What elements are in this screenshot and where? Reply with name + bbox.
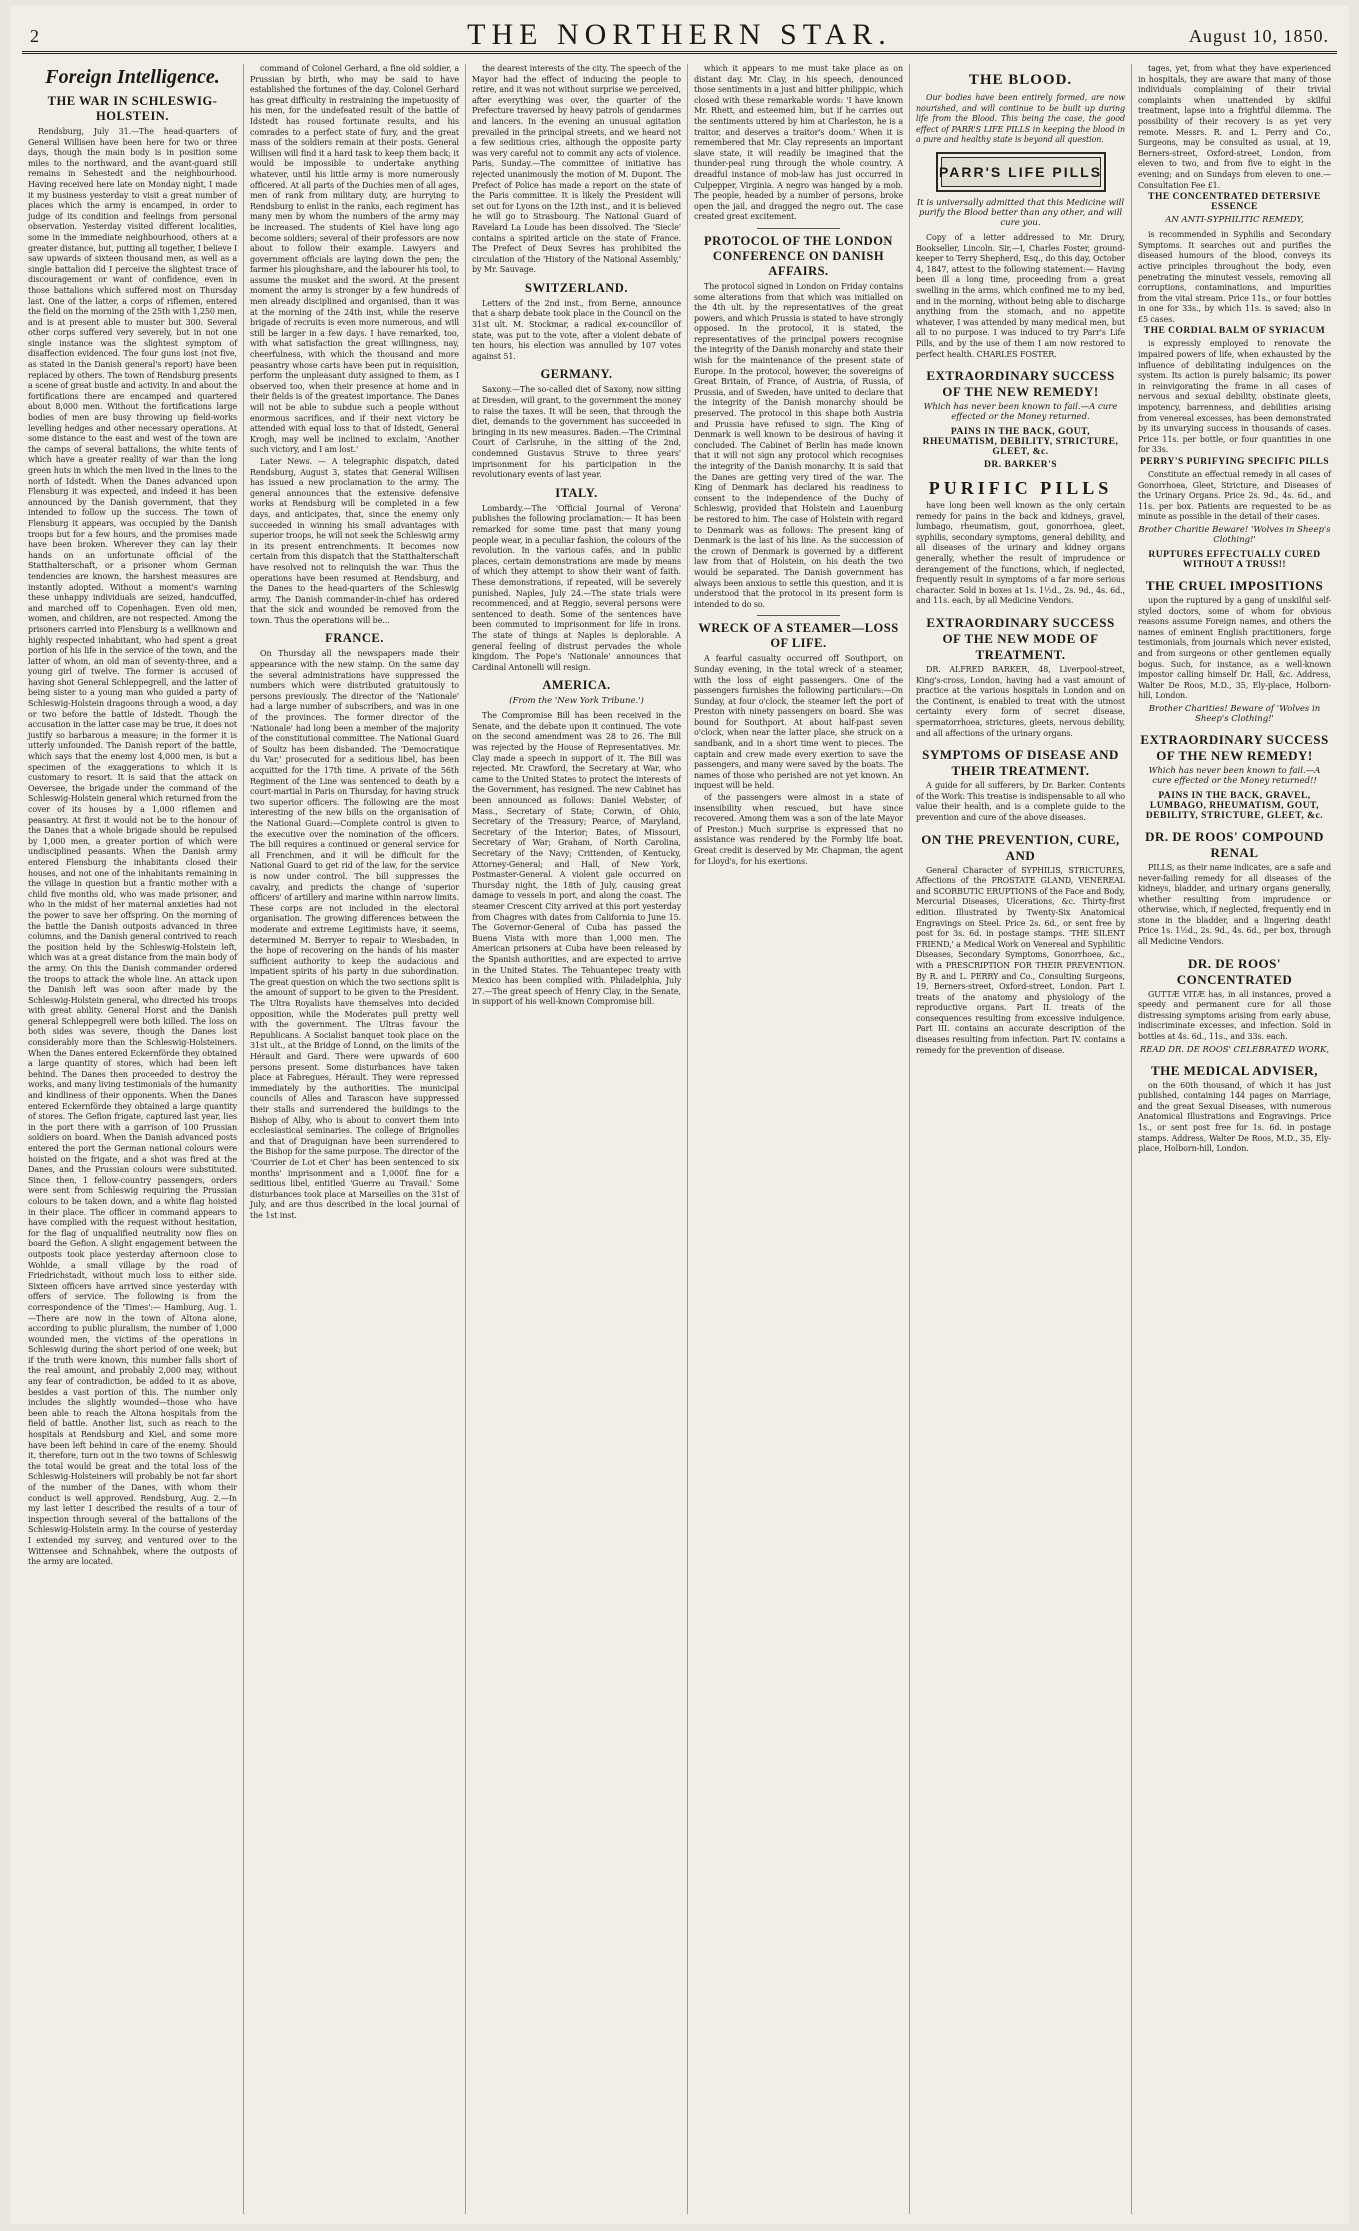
protocol-heading: PROTOCOL OF THE LONDON CONFERENCE ON DANISH AFFAIRS. [704, 233, 893, 278]
italy-heading: ITALY. [555, 485, 598, 500]
switzerland-body [472, 299, 681, 363]
cruel-heading: THE CRUEL IMPOSITIONS [1145, 577, 1324, 593]
wreck-heading: WRECK OF A STEAMER—LOSS OF LIFE. [698, 621, 899, 651]
pains-line: PAINS IN THE BACK, GOUT, RHEUMATISM, DEBILITY, STRICTURE, GLEET, &c. [922, 427, 1119, 458]
blood-heading: THE BLOOD. [968, 72, 1073, 88]
article-paragraph: Our bodies have been entirely formed, are now nourished, and will continue to be built up during life from the Blood. This being the case, the good effect of PARR'S LIFE PILLS in keeping the blood in a pure and healthy state is beyond all question. [916, 93, 1125, 145]
article-paragraph: The Compromise Bill has been received in the Senate, and the debate upon it continued. The vote on the second amendment was 28 to 26. The Bill was rejected by the House of Representatives. Mr. Clay made a speech in support of it. The Bill was rejected. Mr. Crawford, the Secretary at War, who came to the United States to protect the interests of the Government, has resigned. The new Cabinet has been announced as follows: Daniel Webster, of Mass., Secretary of State; Corwin, of Ohio, Secretary of the Treasury; Pearce, of Maryland, Secretary of the Interior; Bates, of Missouri, Secretary of War; Graham, of North Carolina, Secretary of the Navy; Crittenden, of Kentucky, Attorney-General; and Hall, of New York, Postmaster-General. A violent gale occurred on Thursday night, the 18th of July, causing great damage to vessels in port, and along the coast. The steamer Crescent City arrived at this port yesterday from Chagres with dates from California to June 15. The Governor-General of Cuba has passed the Buena Vista with more than 1,000 men. The American prisoners at Cuba have been released by the Spanish authorities, and are expected to arrive in the United States. The Tehuantepec treaty with Mexico has been complied with. Philadelphia, July 27.—The great speech of Henry Clay, in the Senate, in support of his well-known Compromise bill. [472, 711, 681, 1007]
warning-line: Brother Charitie Beware! 'Wolves in Sheep's Clothing!' [1138, 524, 1331, 545]
america-source: (From the 'New York Tribune.') [509, 696, 644, 707]
essence-heading: THE CONCENTRATED DETERSIVE ESSENCE [1148, 192, 1321, 213]
germany-body [472, 385, 681, 480]
prevention-body [916, 866, 1125, 1057]
article-paragraph: which it appears to me must take place as on distant day. Mr. Clay, in his speech, denounced those sentiments in a just and bitter philippic, which closed with these remarkable words: 'I have known Mr. Rhett, and esteemed him, but if he carries out the sentiments uttered by him at Charleston, he is a traitor, and deserves a traitor's doom.' When it is remembered that Mr. Clay represents an important slave state, it will readily be imagined that the thunder-peal rung through the whole country. A dreadful instance of mob-law has just occurred in Culpepper, Virginia. A negro was hanged by a mob. The people, headed by a number of persons, broke open the jail, and dragged the negro out. The case created great excitement. [694, 64, 903, 222]
extraordinary-heading: EXTRAORDINARY SUCCESS OF THE NEW REMEDY! [1140, 731, 1329, 763]
article-paragraph: Saxony.—The so-called diet of Saxony, now sitting at Dresden, will grant, to the government the money to raise the taxes. It will be seen, that through the diet, demands to the government has succeeded in bringing in its new measures. Baden.—The Criminal Court of Carlsruhe, in the sitting of the 2nd, condemned Gustavus Struve to three years' imprisonment for his participation in the revolutionary events of last year. [472, 385, 681, 480]
article-paragraph: upon the ruptured by a gang of unskilful self-styled doctors, some of whom for obvious reasons assume Foreign names, and others the names of eminent English practitioners, forge testimonials, from journals which never existed, and from surgeons or other gentlemen equally bogus. Such, for instance, as a well-known impostor calling himself Dr. Hall, &c. Address, Walter De Roos, M.D., 35, Ely-place, Holborn-hill, London. [1138, 595, 1331, 701]
extraordinary-subheading: Which has never been known to fail.—A cure effected or the Money returned. [923, 402, 1118, 423]
article-paragraph: A fearful casualty occurred off Southport, on Sunday evening, in the total wreck of a steamer, with the loss of eight passengers. One of the passengers furnishes the following particulars:—On Sunday, at four o'clock, the steamer left the port of Preston with ninety passengers on board. She was bound for Southport. At about half-past seven o'clock, when near the latter place, she struck on a sandbank, and in a short time went to pieces. The captain and crew made every exertion to save the passengers, and many were saved by the boats. The names of those who perished are not yet known. An inquest will be held. [694, 654, 903, 791]
article-paragraph: Rendsburg, July 31.—The head-quarters of General Willisen have been here for two or three days, though the main body is in position some miles to the northward, and the avant-guard still remains in Sehestedt and the neighbourhood. Having received here late on Monday night, I made it my business yesterday to visit a great number of places which the army is encamped, in order to judge of its condition and feelings from personal observation. Yesterday visited different localities, some in the immediate neighbourhood, others at a greater distance, but, putting all together, I believe I saw upwards of sixteen thousand men, as well as a single battalion did I perceive the slightest trace of discouragement or want of confidence, even in those battalions which suffered most on Thursday last. One of the latter, a corps of riflemen, entered the field on the morning of the 25th with 1,250 men, and is at present able to muster but 300. Several other corps suffered very severely, but in not one single instance was the slightest symptom of disaffection evidenced. The four guns lost (not five, as stated in the Danish general's report) have been replaced by others. The town of Rendsburg presents a scene of great bustle and activity. In and about the fortifications there are encamped and quartered about 8,000 men. Without the fortifications large bodies of men are busy throwing up field-works levelling hedges and other necessary operations. At some distance to the east and west of the town are the camps of several battalions, the white tents of which have a greater reality of war than the long green huts in which the men lived in the lines to the north of Idstedt. When the Danes advanced upon Flensburg it was expected, and indeed it has been announced by the Danish government, that they intended to follow up the success. The town of Flensburg it appears, was occupied by the Danish troops but for a few hours, and the promises made have been broken. Wherever they can lay their hands on an unfortunate official of the Statthalterschaft, or a prisoner whom German tendencies are known, the harshest measures are instantly adopted. Without a moment's warning these unhappy individuals are seized, handcuffed, and marched off to Copenhagen. Even old men, women, and children, are not respected. Among the prisoners carried into Flensburg is a wellknown and highly respected inhabitant, who had spent a great portion of his life in the service of the town, and the latter of whom, an old man of seventy-three, and a young girl of twelve. The former is accused of having shot General Schleppegrell, and the latter of being sister to a young man who guided a party of Schleswig-Holstein dragoons through a wood, a day or two before the battle of Idstedt. Though the accusation in the latter case may be true, it does not justify so barbarous a measure; in the former it is utterly unfounded. The Danish report of the battle, which says that the enemy lost 4,000 men, is but a specimen of the exaggerations to which it is customary to resort. It is said that the attack on Oeversee, the brigade under the command of the Schleswig-Holstein general which returned from the cover of its houses by a 1,000 riflemen and peasantry. At first it would not be to the honour of the Danes that a whole brigade should be repulsed by 1,000 men, a greater portion of which were undisciplined peasants. When the Danish army entered Flensburg the inhabitants closed their houses, and not one of the inhabitants remaining in the village in question but a frantic mother with a child five months old, who was made prisoner, and who in the midst of her maternal anxieties had not the power to save her offspring. On the morning of the battle the Danish outposts advanced in three columns, and the Danish general contrived to reach the position held by the Schleswig-Holstein left, which was at a great distance from the main body of the army. On this the Danish commander ordered the troops to attack the whole line. An attack upon the Danish left was soon after made by the Schleswig-Holstein general, who directed his troops with great ability. General Horst and the Danish general Schleppegrell were both killed. The loss on both sides was severe, though the Danes lost considerably more than the Schleswig-Holsteiners. When the Danes entered Eckernförde they obtained a large quantity of stores, which had been left behind. The Danes then proceeded to destroy the works, and many living testimonials of the humanity and kindliness of their opponents. When the Danes entered Eckernförde they obtained a large quantity of stores. The Gefion frigate, captured last year, lies in the port there with a garrison of 100 Prussian soldiers on board. When the Danish advanced posts entered the port the German national colours were hoisted on the frigate, and a shot was fired at the Danes, and the Prussian colours were substituted. Since then, 1 fellow-country passengers, orders were sent from Schleswig requiring the Prussian colours to be taken down, and a white flag hoisted in their place. The officer in command appears to have complied with the request without hesitation, for the flag of unqualified neutrality now flies on board the Gefion. A slight engagement between the outposts took place yesterday afternoon close to Wohlde, a small village by the road of Friedrichstadt, without much loss to either side. Sixteen officers have arrived since yesterday with offers of service. The following is from the correspondence of the 'Times':— Hamburg, Aug. 1.—There are now in the town of Altona alone, according to public pluralism, the number of 1,000 wounded men, the victims of the operations in Schleswig during the short period of one week; but if the truth were known, this number falls short of the real amount, and probably 2,000 may, without any fear of contradiction, be added to it as above, besides a vast portion of this. The number only includes the slightly wounded—those who have been able to reach the Altona hospitals from the field of battle. Another list, such as reach to the hospitals at Rendsburg and Kiel, and some more have been left behind in care of the enemy. Should it, therefore, turn out in the two towns of Schleswig the total would be great and the total loss of the Schleswig-Holsteiners will probably be not far short of the number of the Danes, with whom their conduct is well approved. Rendsburg, Aug. 2.—In my last letter I described the results of a tour of inspection through several of the battalions of the Schleswig-Holstein army. In the course of yesterday I extended my survey, and ventured over to the Wittensee and Schnahbek, where the outposts of the army are located. [28, 127, 237, 1567]
extraordinary2-heading: EXTRAORDINARY SUCCESS OF THE NEW MODE OF TREATMENT. [926, 615, 1115, 663]
pills-advert-logo: PARR'S LIFE PILLS [936, 152, 1106, 192]
article-paragraph: GUTTÆ VITÆ has, in all instances, proved a speedy and permanent cure for all those distressing symptoms arising from early abuse, indiscriminate excesses, and infection. Sold in bottles at 4s. 6d., 11s., and 33s. each. [1138, 989, 1331, 1042]
essence-subheading: AN ANTI-SYPHILITIC REMEDY, [1165, 215, 1304, 226]
pills-caption: It is universally admitted that this Medicine will purify the Blood better than any other, and will cure you. [916, 197, 1125, 228]
article-paragraph: of the passengers were almost in a state of insensibility when rescued, but have since recovered. Among them was a son of the late Mayor of Preston.) Much surprise is expressed that no assistance was rendered by the Formby life boat. Great credit is deserved by Mr. Chapman, the agent for Lloyd's, for his exertions. [694, 793, 903, 866]
article-paragraph: Letters of the 2nd inst., from Berne, announce that a sharp debate took place in the Council on the 31st ult. M. Stockmar, a radical ex-councillor of state, was put to the vote, after a violent debate of ten hours, his election was annulled by 107 votes against 51. [472, 298, 681, 361]
article-paragraph: is recommended in Syphilis and Secondary Symptoms. It searches out and purifies the diseased humours of the blood, conveys its active principles throughout the body, even penetrating the minutest vessels, removing all corruptions, contaminations, and impurities from the vital stream. Price 11s., or four bottles in one for 33s., by which 11s. is saved; also in £5 cases. [1138, 230, 1331, 324]
renal-body [1138, 863, 1331, 948]
perry-heading: PERRY'S PURIFYING SPECIFIC PILLS [1139, 457, 1330, 467]
pains-line: PAINS IN THE BACK, GRAVEL, LUMBAGO, RHEUMATISM, GOUT, DEBILITY, STRICTURE, GLEET, &c. [1145, 790, 1324, 821]
adviser-heading: THE MEDICAL ADVISER, [1150, 1062, 1319, 1078]
column-5 [910, 64, 1132, 2214]
switzerland-heading: SWITZERLAND. [525, 280, 628, 295]
column-6 [1132, 64, 1337, 2214]
article-paragraph: Constitute an effectual remedy in all cases of Gonorrhoea, Gleet, Stricture, and Diseases of the Urinary Organs. Price 2s. 9d., 4s. 6d., and 11s. per box. Patients are requested to be as minute as possible in the detail of their cases. [1138, 470, 1331, 522]
extraordinary-heading: EXTRAORDINARY SUCCESS OF THE NEW REMEDY! [926, 368, 1115, 400]
symptoms-body [916, 781, 1125, 823]
article-body [250, 64, 459, 626]
article-body [472, 64, 681, 276]
article-headline: THE WAR IN SCHLESWIG-HOLSTEIN. [47, 94, 218, 123]
protocol-body [694, 282, 903, 610]
symptoms-heading: SYMPTOMS OF DISEASE AND THEIR TREATMENT. [922, 747, 1119, 779]
warning-line: Brother Charities! Beware of 'Wolves in Sheep's Clothing!' [1148, 703, 1321, 724]
adviser-body [1138, 1081, 1331, 1155]
italy-body [472, 504, 681, 674]
article-paragraph: the dearest interests of the city. The speech of the Mayor had the effect of inducing the people to retire, and it was not without surprise we perceived, after everything was over, the quarter of the Prefecture traversed by heavy patrols of gendarmes and lancers. In the evening an unusual agitation prevailed in the principal streets, and we heard not a few seditious cries, although the opposite party was very careful not to commit any acts of violence. Paris, Sunday.—The committee of initiative has rejected unanimously the motion of M. Dupont. The Prefect of Police has made a report on the state of the Paris committee. It is likely the President will set out for Lyons on the 12th inst., and it is believed he will go to Strasbourg. The National Guard of Ravelard La Loude has been dissolved. The 'Siecle' contains a spirited article on the state of France. The Prefect of Deux Sevres has prohibited the circulation of the 'History of the National Assembly,' by Mr. Sauvage. [472, 64, 681, 275]
renal-heading: DR. DE ROOS' COMPOUND RENAL [1145, 828, 1324, 860]
article-paragraph: The protocol signed in London on Friday contains some alterations from that which was initialled on the 4th ult. by the representatives of the great powers, and which Prussia is stated to have strongly opposed. In the protocol, it is stated, the representatives of the principal powers recognise the integrity of the Danish monarchy and state their wish for the maintenance of the present state of Europe. In the protocol, however, the sovereigns of Great Britain, of France, of Austria, of Russia, of Prussia, and of Sweden, have united to declare that the integrity of the Danish monarchy should be preserved. The protocol in this shape both Austria and Prussia have refused to sign. The King of Denmark is well known to be desirous of having it concluded. The Cabinet of Berlin has made known that it will not sign any protocol which recognises the integrity of the Danish monarchy. It is said that the Danes are getting very tired of the war. The King of Denmark has declared his readiness to consent to the independence of the Duchy of Schleswig, provided that Holstein and Lauenburg be restored to him. The case of Holstein with regard to Denmark was as follows: The present king of Denmark is the last of his line. As the succession of the crown of Denmark is governed by a different law from that of Holstein, on his death the two would be separated. The Danish government has always been anxious to settle this question, and it is understood that the protocol in its present form is intended to do so. [694, 281, 903, 609]
concentrated-body [1138, 990, 1331, 1043]
article-paragraph: command of Colonel Gerhard, a fine old soldier, a Prussian by birth, who may be said to have established the fortunes of the day. Colonel Gerhard has great difficulty in restraining the impetuosity of his men, for the undefeated result of the battle of Idstedt has roused fortunate results, and his comrades to a perfect state of fury, and the great mass of the soldiers remain at their posts. General Willisen will find it a hard task to keep them back; it would be impossible to undertake anything whatever, until his little army is more numerously officered. At all parts of the Duchies men of all ages, men of rank from military duty, are hurrying to Rendsburg to enlist in the ranks, each regiment has many men by whom the numbers of the army may be increased. The students of Kiel have long ago become soldiers; several of their professors are now about to follow their example. Lawyers and government officials are laying down the pen; the farmer his ploughshare, and the labourer his tool, to assume the musket and the sword. At the present moment the army is stronger by a few hundreds of men already disciplined and organised, than it was at the morning of the 24th inst, while the reserve brigade of recruits is even more numerous, and will still be larger in a few days. I have remarked, too, with what satisfaction the great willingness, nay, cheerfulness, with which the thousand and more peasantry whose carts have been put in requisition, perform the unpleasant duty assigned to them, as I observed too, when their presence at home and in their fields is of the greatest importance. The Danes will not be able to subdue such a people without enormous sacrifices, and if their next victory be attended with equal loss to that of Idstedt, General Krogh, may well be inclined to exclaim, 'Another such victory, and I am lost.' [250, 64, 459, 455]
article-paragraph: have long been well known as the only certain remedy for pains in the back and kidneys, gravel, lumbago, rheumatism, gout, gonorrhoea, gleet, syphilis, secondary symptoms, general debility, and all diseases of the urinary and kidney organs generally, whether the result of imprudence or derangement of the functions, which, if neglected, frequently result in symptoms of a far more serious character. Sold in boxes at 1s. 1½d., 2s. 9d., 4s. 6d., and 11s. each, by all Medicine Vendors. [916, 501, 1125, 606]
wreck-body [694, 654, 903, 867]
cordial-body [1138, 339, 1331, 456]
article-paragraph: Copy of a letter addressed to Mr. Drury, Bookseller, Lincoln. Sir,—I, Charles Foster, ground-keeper to Terry Shepherd, Esq., do this day, October 4, 1847, attest to the following statement:— Having been ill a long time, proceeding from a great swelling in the arms, which confined me to my bed, and in the morning, without being able to discharge anything from the stomach, and no appetite whatever, I was attended by many medical men, but all to no purpose. I was induced to try Parr's Life Pills, and by the use of them I am now restored to perfect health. CHARLES FOSTER. [916, 232, 1125, 359]
section-title: Foreign Intelligence. [45, 66, 220, 88]
letter-body [916, 233, 1125, 360]
perry-body [1138, 470, 1331, 523]
article-paragraph: Lombardy.—The 'Official Journal of Verona' publishes the following proclamation:— It has been remarked for some time past that many young people wear, in a peculiar fashion, the colours of the revolution. In the various cafés, and in public places, certain demonstrations are made by means of which they attempt to show their want of faith. These demonstrations, if repeated, will be severely punished. Naples, July 24.—The state trials were recommenced, and at Reggio, several persons were sentenced to death. Some of the sentences have been commuted to imprisonment for life in irons. The state of things at Naples is deplorable. A general feeling of distrust pervades the whole kingdom. The Pope's 'Nationale' announces that Cardinal Antonelli will resign. [472, 503, 681, 672]
america-heading: AMERICA. [542, 678, 611, 693]
article-paragraph: PILLS, as their name indicates, are a safe and never-failing remedy for all diseases of the kidneys, bladder, and urinary organs generally, whether resulting from imprudence or otherwise, which, if neglected, frequently end in stone in the bladder, and a lingering death! Price 1s. 1½d., 2s. 9d., 4s. 6d., per box, through all Medicine Vendors. [1138, 862, 1331, 947]
extraordinary2-body [916, 665, 1125, 739]
blood-body [916, 93, 1125, 146]
extraordinary-subheading: Which has never been known to fail.—A cure effected or the Money returned!! [1148, 765, 1321, 786]
cordial-heading: THE CORDIAL BALM OF SYRIACUM [1143, 326, 1326, 337]
article-paragraph: On Thursday all the newspapers made their appearance with the new stamp. On the same day the several administrations have suppressed the numbers which were distributed gratuitously to persons previously. The director of the 'Nationale' had a large number of subscribers, and was in one of the provinces. The former director of the 'Nationale' had long been a member of the majority of the constitutional committee. The National Guard of Soultz has been disbanded. The 'Democratique du Var,' prosecuted for a seditious libel, has been acquitted for the 17th time. A private of the 56th Regiment of the Line was sentenced to death by a court-martial in Paris on Thursday, for having struck two superior officers. The following are the most interesting of the new bills on the organisation of the National Guard:—Complete control is given to the executive over the nomination of the officers. The bill requires a continued or general service for all Frenchmen, and it will be difficult for the National Guard to get rid of the law, for the service is now under control. The bill suppresses the cavalry, and predicts the change of 'superior officers' of artillery and marine within narrow limits. These corps are not included in the electoral organisation. The growing differences between the moderate and extreme Legitimists have, it seems, determined M. Berryer to repair to Wiesbaden, in the hope of recovering on the hands of his master sufficient authority to keep the audacious and impatient spirits of his party in due subordination. The great question on which the two sections split is the amount of support to be given to the President. The Ultra Royalists have themselves into decided opposition, while the Moderates pull pretty well with the government. The Ultras favour the Republicans. A Socialist banquet took place on the 31st ult., at the Bridge of Lonnd, on the limits of the Hérault and Gard. There were upwards of 600 persons present. Some disturbances have taken place at Fabregues, Hérault. They were repressed immediately by the authorities. The municipal councils of Alles and Tarascon have suppressed their stalls and surrendered the buildings to the Bishop of Alby, who is about to convert them into ecclesiastical seminaries. The college of Brignolles and that of Draguignan have been surrendered to the Bishop for the same purpose. The director of the 'Courrier de Lot et Cher' has been sentenced to six months' imprisonment and a 1,000f. fine for a seditious libel, entitled 'Guerre au Travail.' Some disturbances took place at Marseilles on the 31st of July, and are thus described in the local journal of the 1st inst. [250, 649, 459, 1220]
germany-heading: GERMANY. [540, 367, 613, 382]
purific-heading: PURIFIC PILLS [928, 478, 1113, 499]
newspaper-page [10, 6, 1349, 2224]
divider [757, 615, 841, 616]
article-body [694, 64, 903, 223]
column-4 [688, 64, 910, 2214]
article-body [1138, 64, 1331, 191]
read-line: READ DR. DE ROOS' CELEBRATED WORK, [1139, 1044, 1330, 1055]
article-paragraph: DR. ALFRED BARKER, 48, Liverpool-street, King's-cross, London, having had a vast amount of practice at the various hospitals in London and on the Continent, is enabled to treat with the utmost certainty every form of secret disease, spermatorrhoea, strictures, gleets, nervous debility, and all affections of the urinary organs. [916, 665, 1125, 738]
column-3 [466, 64, 688, 2214]
prevention-heading: ON THE PREVENTION, CURE, AND [921, 831, 1120, 863]
purific-body [916, 501, 1125, 607]
article-body [28, 127, 237, 1568]
issue-date: August 10, 1850. [1188, 26, 1329, 46]
concentrated-heading: DR. DE ROOS' CONCENTRATED [1176, 955, 1293, 987]
article-paragraph: on the 60th thousand, of which it has just published, containing 144 pages on Marriage, and the great Sexual Diseases, with numerous Anatomical Illustrations and Engravings. Price 1s., or sent post free for 1s. 6d. in postage stamps. Address, Walter De Roos, M.D., 35, Ely-place, Holborn-hill, London. [1138, 1080, 1331, 1154]
ruptures-heading: RUPTURES EFFECTUALLY CURED WITHOUT A TRUSS!! [1148, 549, 1321, 570]
france-heading: FRANCE. [325, 631, 384, 646]
france-body [250, 649, 459, 1221]
barker-heading: DR. BARKER'S [983, 460, 1058, 471]
article-paragraph: is expressly employed to renovate the impaired powers of life, when exhausted by the influence of debilitating indulgences on the system. Its action is purely balsamic; its power in reinvigorating the frame in all cases of nervous and sexual debility, obstinate gleets, impotency, barrenness, and debilities arising from venereal excesses, has been demonstrated by its unvarying success in thousands of cases. Price 11s. per bottle, or four quantities in one for 33s. [1138, 339, 1331, 455]
page-number: 2 [30, 26, 39, 46]
america-body [472, 711, 681, 1008]
column-2 [244, 64, 466, 2214]
divider [757, 228, 841, 229]
article-paragraph: General Character of SYPHILIS, STRICTURES, Affections of the PROSTATE GLAND, VENEREAL and SCORBUTIC ERUPTIONS of the Face and Body, Mercurial Diseases, Ulcerations, &c. Thirty-first edition. Illustrated by Twenty-Six Anatomical Engravings on Steel. Price 2s. 6d., or sent free by post for 3s. 6d. in postage stamps. 'THE SILENT FRIEND,' a Medical Work on Venereal and Syphilitic Diseases, Secondary Symptoms, Gonorrhoea, &c., with a PRESCRIPTION FOR THEIR PREVENTION. By R. and L. PERRY and Co., Consulting Surgeons, 19, Berners-street, Oxford-street, London. Part I. treats of the anatomy and physiology of the reproductive organs. Part II. treats of the consequences resulting from excessive indulgence. Part III. contains an accurate description of the diseases resulting from infection. Part IV. contains a remedy for the prevention of disease. [916, 865, 1125, 1055]
cruel-body [1138, 596, 1331, 702]
article-paragraph: Later News. — A telegraphic dispatch, dated Rendsburg, August 3, states that General Willisen has issued a new proclamation to the army. The general announces that the extensive defensive works at Rendsburg will be completed in a few days, and anticipates, that, since the enemy only succeeded in winning his small advantages with superior troops, he will not seek the Schleswig army in its present entrenchments. It becomes now certain from this dispatch that the Statthalterschaft have resolved not to relinquish the war. Thus the operations have been resumed at Rendsburg, and the Danes to the head-quarters of the Schleswig army. The Danish commander-in-chief has ordered that the sick and wounded be removed from the town. Thus the operations will be... [250, 456, 459, 625]
newspaper-title: THE NORTHERN STAR. [467, 18, 892, 51]
column-grid [22, 64, 1337, 2214]
essence-body [1138, 230, 1331, 325]
article-paragraph: A guide for all sufferers, by Dr. Barker. Contents of the Work: This treatise is indispensable to all who value their health, and is a complete guide to the prevention and cure of the above diseases. [916, 781, 1125, 822]
masthead [22, 14, 1337, 54]
column-1 [22, 64, 244, 2214]
article-paragraph: tages, yet, from what they have experienced in hospitals, they are aware that many of those individuals complaining of their trivial complaints when unattended by skilful treatment, lapse into a frightful dilemma. The possibility of their recovery is as yet very remote. Messrs. R. and L. Perry and Co., Surgeons, may be consulted as usual, at 19, Berners-street, Oxford-street, London, from eleven to two, and from five to eight in the evening; and on Sundays from eleven to one.—Consultation Fee £1. [1138, 64, 1331, 190]
